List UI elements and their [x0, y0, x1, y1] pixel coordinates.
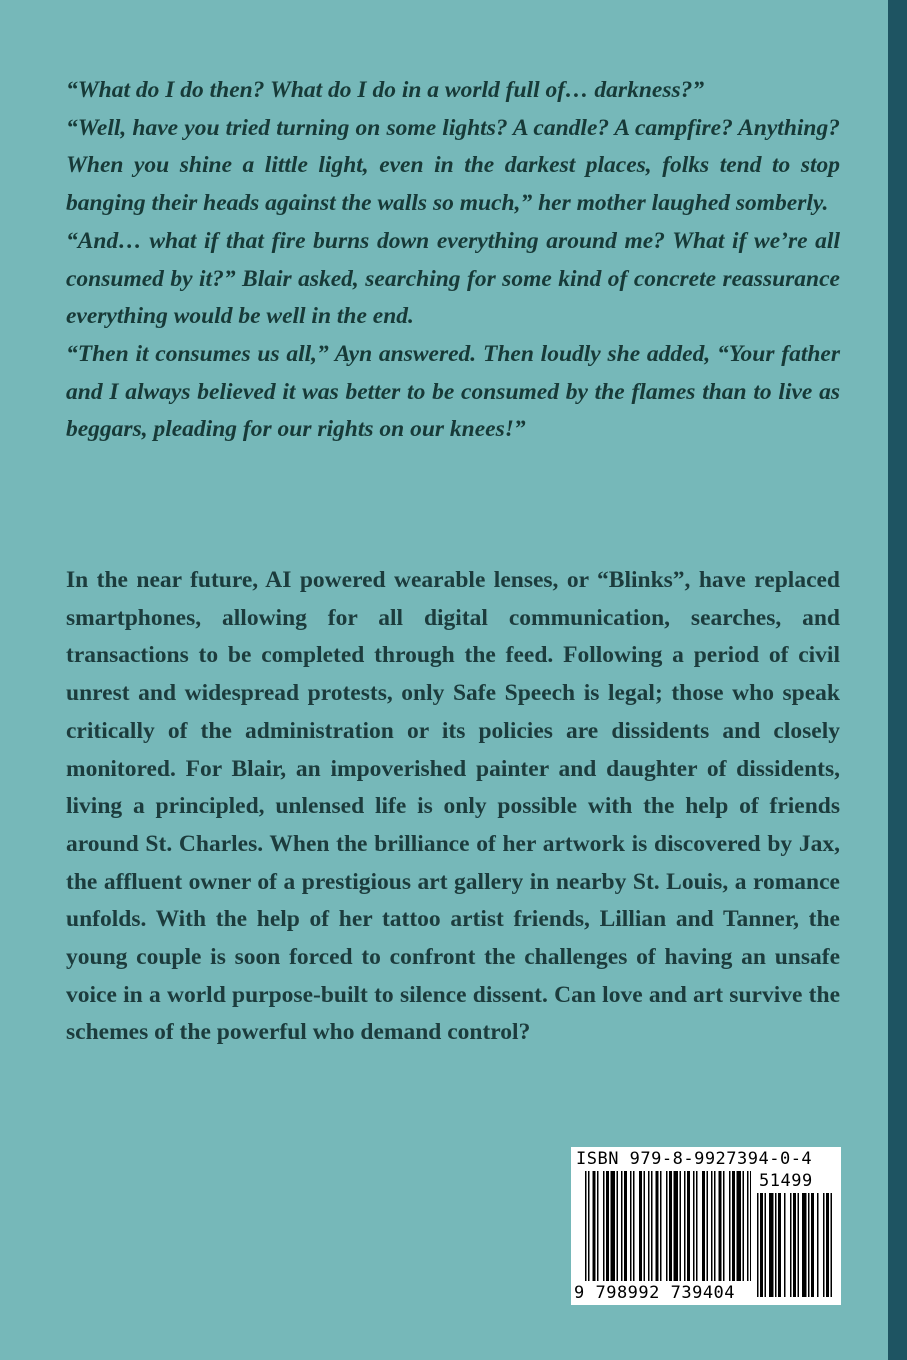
- barcode-bar: [737, 1171, 742, 1281]
- barcode-bar: [630, 1171, 632, 1281]
- barcode-bar: [760, 1193, 763, 1297]
- barcode-bar: [693, 1171, 695, 1281]
- barcode-bar: [757, 1193, 759, 1297]
- barcode-bar: [702, 1171, 705, 1281]
- barcode-bar: [648, 1171, 650, 1281]
- barcode-bar: [831, 1193, 833, 1297]
- barcode-bar: [644, 1171, 646, 1281]
- barcode-bar: [617, 1171, 619, 1281]
- barcode-bar: [593, 1171, 596, 1281]
- barcode-bar: [802, 1193, 807, 1297]
- spine-strip: [888, 0, 907, 1360]
- barcode-bar: [666, 1171, 668, 1281]
- barcode-bar: [711, 1171, 713, 1281]
- barcode-bar: [743, 1171, 745, 1281]
- price-code: 51499: [759, 1171, 813, 1191]
- book-description: In the near future, AI powered wearable lenses, or “Blinks”, have replaced smartphones, allowing for all digital communication, searches, and transactions to be completed through the feed. Following a period of civil unrest and widespread protests, only Safe Speech is legal; those who speak critically of the administration or its policies are dissidents and closely monitored. For Blair, an impoverished painter and daughter of dissidents, living a principled, unlensed life is only possible with the help of friends around St. Charles. When the brilliance of her artwork is discovered by Jax, the affluent owner of a prestigious art gallery in nearby St. Louis, a romance unfolds. With the help of her tattoo artist friends, Lillian and Tanner, the young couple is soon forced to confront the challenges of having an unsafe voice in a world purpose-built to silence dissent. Can love and art survive the schemes of the powerful who demand control?: [66, 567, 840, 1046]
- barcode-bar: [790, 1193, 792, 1297]
- excerpt-paragraph: “And… what if that fire burns down everything around me? What if we’re all consumed by it?” Blair asked, searching for some kind of concrete reassurance everything would be well in the end.: [66, 227, 840, 330]
- barcode-bar: [684, 1171, 686, 1281]
- barcode-bar: [769, 1193, 774, 1297]
- barcode-bar: [823, 1193, 825, 1297]
- barcode-bar: [611, 1171, 616, 1281]
- barcode-bar: [656, 1171, 659, 1281]
- barcode-bar: [775, 1193, 777, 1297]
- addon-barcode-bars: [757, 1193, 833, 1297]
- barcode-bar: [696, 1171, 698, 1281]
- barcode-bar: [680, 1171, 682, 1281]
- barcode-bar: [585, 1171, 587, 1281]
- barcode-bar: [793, 1193, 796, 1297]
- excerpt-block: [66, 72, 840, 449]
- barcode-bar: [639, 1171, 642, 1281]
- barcode-bar: [750, 1171, 751, 1281]
- barcode-bar: [624, 1171, 627, 1281]
- barcode-bar: [660, 1171, 662, 1281]
- excerpt-paragraph: “Then it consumes us all,” Ayn answered. Then loudly she added, “Your father and I always believed it was better to be consumed by the flames than to live as beggars, pleading for our rights on our knees!”: [66, 340, 840, 443]
- barcode-bar: [603, 1171, 605, 1281]
- barcode-bar: [826, 1193, 829, 1297]
- barcode-bar: [621, 1171, 623, 1281]
- barcode-bar: [606, 1171, 609, 1281]
- barcode-bar: [669, 1171, 672, 1281]
- barcode-bar: [714, 1171, 716, 1281]
- barcode-bar: [687, 1171, 690, 1281]
- ean-barcode-bars: [585, 1171, 751, 1281]
- barcode-bar: [723, 1171, 725, 1281]
- barcode-bar: [588, 1171, 590, 1281]
- barcode-bar: [707, 1171, 709, 1281]
- barcode-bar: [747, 1171, 749, 1281]
- barcode-bar: [778, 1193, 781, 1297]
- barcode-bar: [674, 1171, 679, 1281]
- excerpt-paragraph: “Well, have you tried turning on some lights? A candle? A campfire? Anything? When you shine a little light, even in the darkest places, folks tend to stop banging their heads against the walls so much,” her mother laughed somberly.: [66, 114, 840, 217]
- barcode-bar: [719, 1171, 722, 1281]
- barcode-bar: [732, 1171, 735, 1281]
- barcode-bar: [817, 1193, 819, 1297]
- barcode-bar: [651, 1171, 653, 1281]
- barcode-bar: [808, 1193, 810, 1297]
- excerpt-paragraph: “What do I do then? What do I do in a world full of… darkness?”: [66, 77, 705, 103]
- barcode-bar: [633, 1171, 635, 1281]
- ean-digits: 9 798992 739404: [574, 1283, 736, 1303]
- barcode-bar: [811, 1193, 814, 1297]
- barcode-bar: [798, 1193, 800, 1297]
- isbn-barcode: [571, 1147, 841, 1305]
- barcode-bar: [784, 1193, 786, 1297]
- isbn-label: ISBN 979-8-9927394-0-4: [576, 1149, 813, 1169]
- barcode-bar: [765, 1193, 767, 1297]
- barcode-bar: [729, 1171, 731, 1281]
- barcode-bar: [597, 1171, 599, 1281]
